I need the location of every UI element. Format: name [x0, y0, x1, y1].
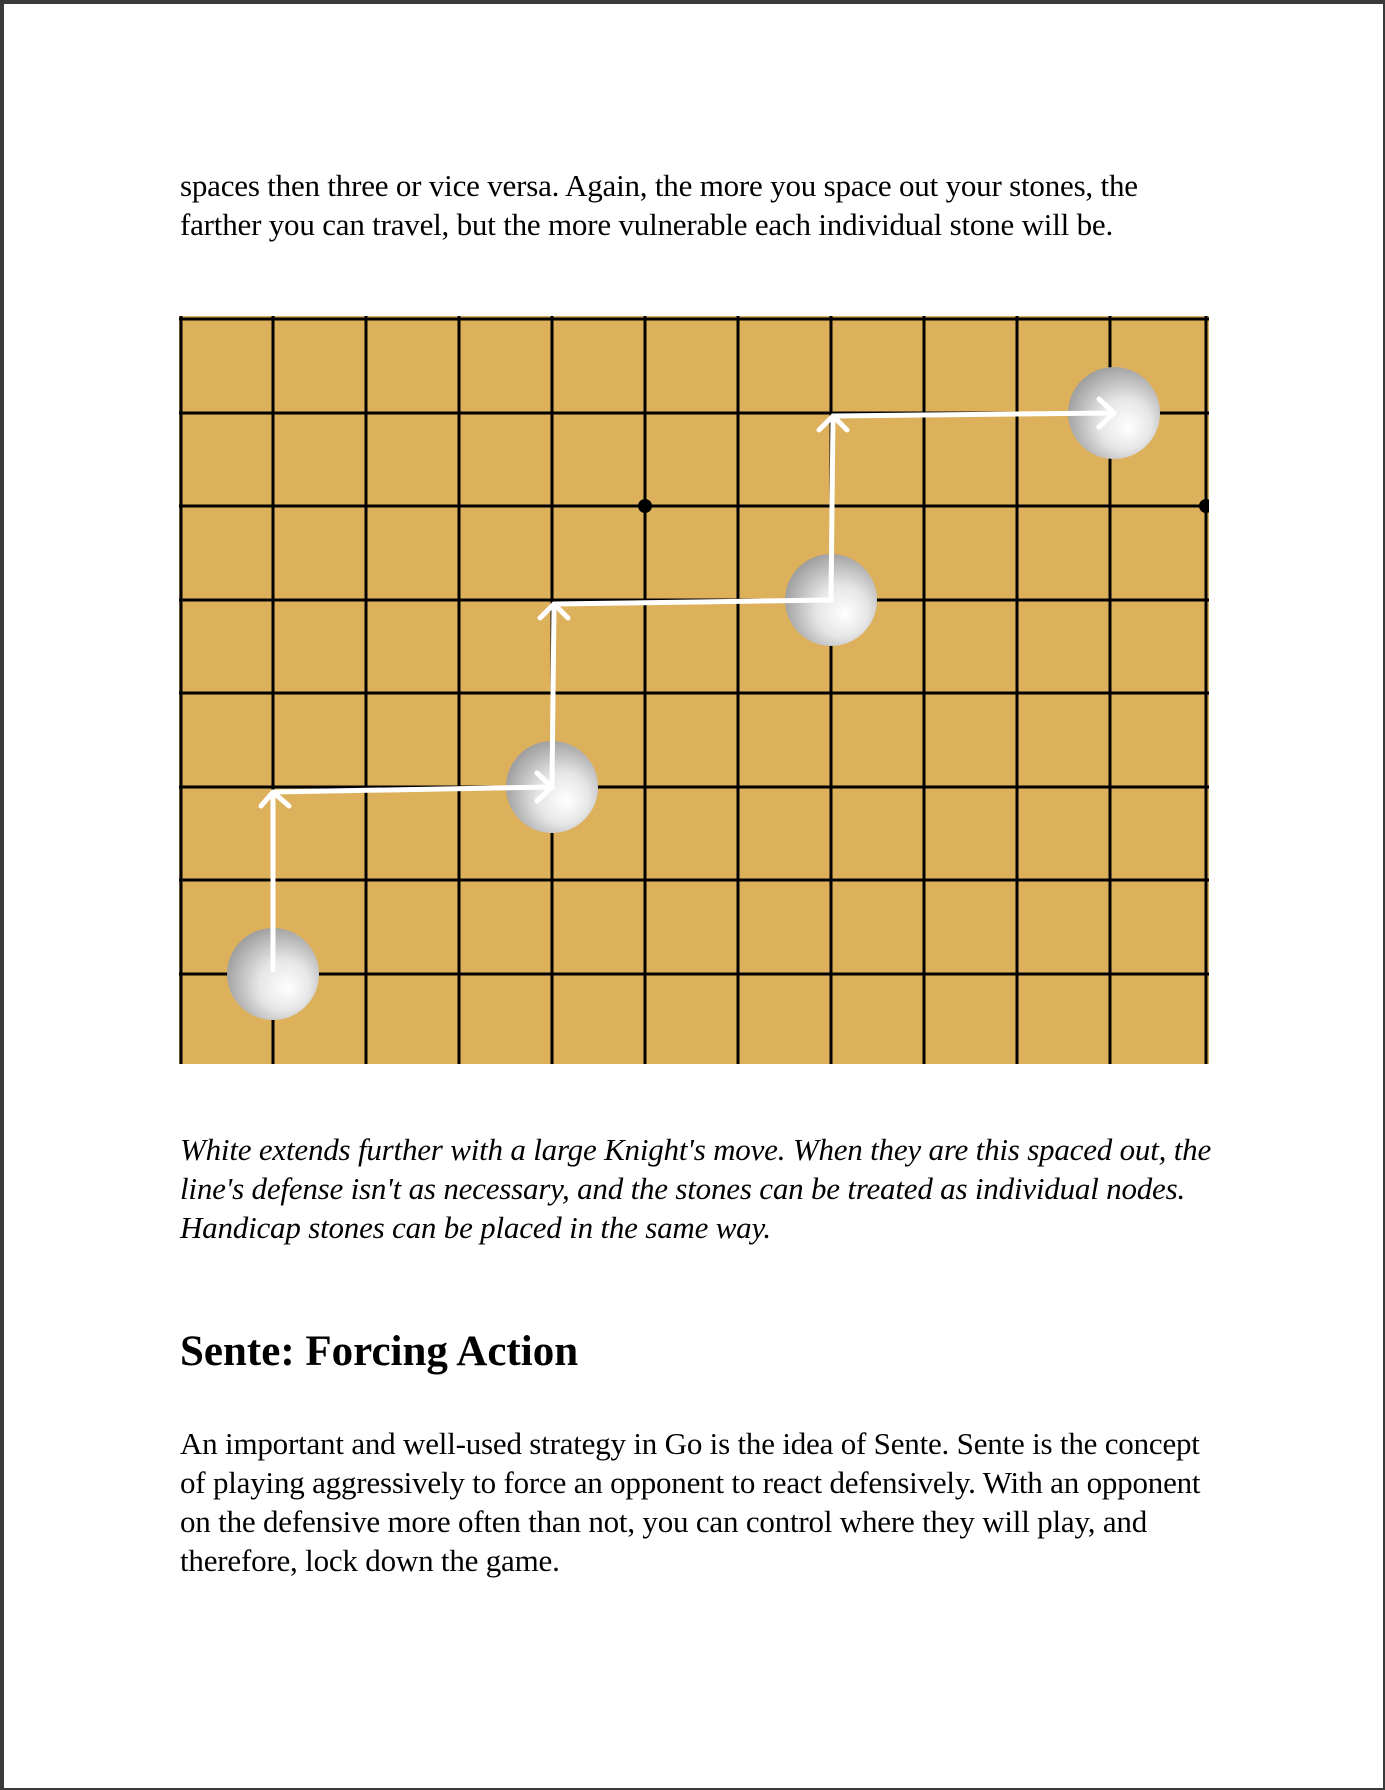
board-surface — [179, 316, 1209, 1064]
intro-paragraph: spaces then three or vice versa. Again, the more you space out your stones, the farther you can travel, but the more vulnerable each individual stone will be. — [180, 168, 1138, 242]
section-heading: Sente: Forcing Action — [180, 1328, 579, 1375]
sente-paragraph: An important and well-used strategy in Go is the idea of Sente. Sente is the concept of playing aggressively to force an opponent to react defensively. With an opponent on the defensive more often than not, you can control where they will play, and therefore, lock down the game. — [180, 1426, 1201, 1578]
figure-caption: White extends further with a large Knight's move. When they are this spaced out, the line's defense isn't as necessary, and the stones can be treated as individual nodes. Handicap stones can be placed in the same way. — [180, 1132, 1212, 1245]
star-point — [638, 499, 652, 513]
go-board-svg — [179, 316, 1209, 1064]
go-board-diagram — [179, 316, 1209, 1064]
